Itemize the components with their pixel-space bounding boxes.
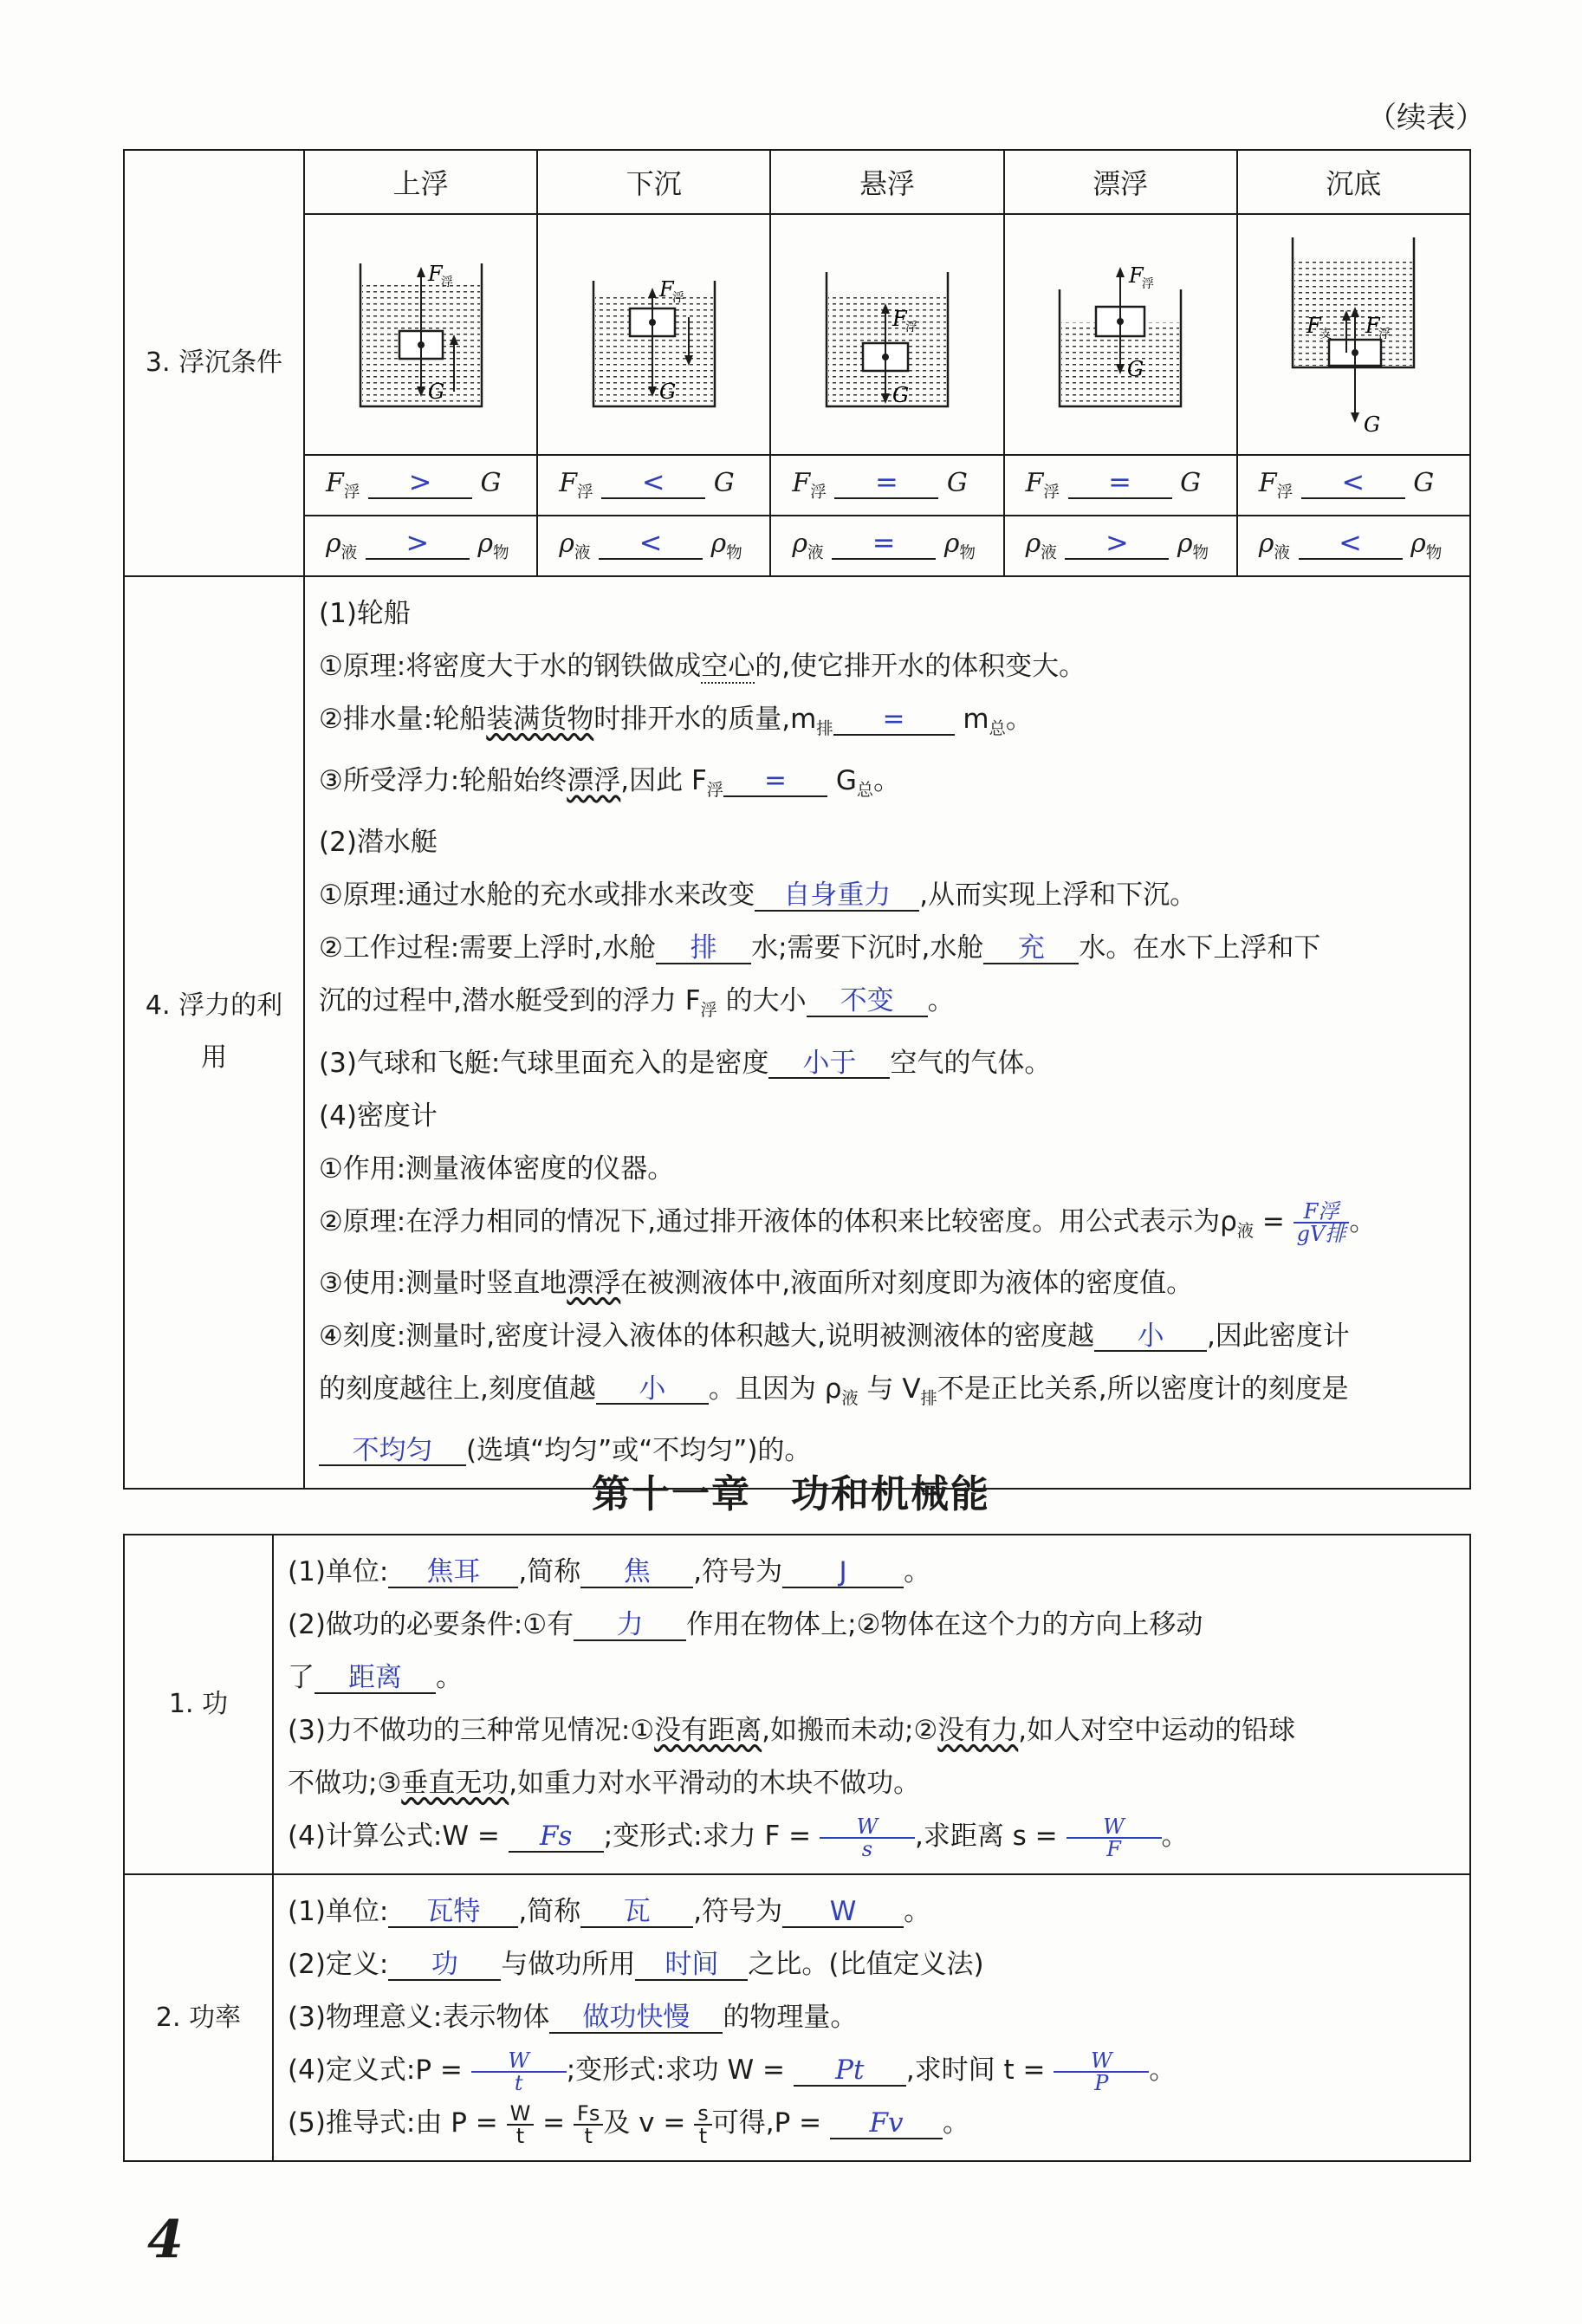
submarine-process-cont: 沉的过程中,潜水艇受到的浮力 $F_浮$ 的大小 不变 。 [319,985,955,1021]
application-content [304,576,1470,1489]
figure-suspend [770,214,1003,455]
answer-blank[interactable]: 小 [596,1375,709,1405]
row-label-work: 1. 功 [124,1535,273,1874]
figure-sink [537,214,770,455]
fig-label-buoyancy: F [891,307,907,331]
work-unit: (1)单位: 焦耳 ,简称 焦 ,符号为 J 。 [288,1556,931,1587]
answer-blank[interactable]: < [1299,529,1403,560]
answer-blank[interactable]: = [832,529,936,560]
fig-label-gravity: G [427,380,444,404]
density-compare-sink: $\rho_液 < \rho_物$ [537,516,770,576]
answer-blank[interactable]: 力 [574,1611,686,1641]
answer-blank[interactable]: < [1301,468,1405,499]
fig-label-gravity: G [658,380,676,404]
fig-label-buoyancy: F [1129,263,1144,288]
answer-blank[interactable]: 时间 [635,1951,748,1981]
beaker-sink-diagram [585,246,723,419]
answer-blank[interactable]: 做功快慢 [549,2003,723,2034]
header-bottom: 沉底 [1237,150,1470,214]
power-meaning: (3)物理意义:表示物体 做功快慢 的物理量。 [288,2002,858,2033]
submarine-process: ②工作过程:需要上浮时,水舱 排 水;需要下沉时,水舱 充 水。在水下上浮和下 [319,932,1321,964]
power-derivation: (5)推导式:由 P = $\frac{W}{t}$ = $\frac{Fs}{t}$ 及 v = $\frac{s}{t}$ 可得,P = Fv 。 [288,2100,969,2148]
fig-label-support-sub: 支 [1319,328,1332,341]
hydrometer-title: (4)密度计 [319,1100,438,1132]
chapter-title: 第十一章 功和机械能 [592,1472,990,1516]
power-definition: (2)定义: 功 与做功所用 时间 之比。(比值定义法) [288,1949,984,1980]
work-formula: (4)计算公式:W = Fs ;变形式:求力 F = $\frac{W}{s}$ ,求距离 s = $\frac{W}{F}$ 。 [288,1814,1189,1861]
force-compare-suspend: $F_浮 = G$ [770,455,1003,516]
power-unit: (1)单位: 瓦特 ,简称 瓦 ,符号为 W 。 [288,1896,931,1927]
beaker-rise-diagram [352,246,490,419]
fig-label-buoyancy: F [658,277,674,302]
answer-blank[interactable]: Fs [509,1822,604,1853]
power-content [273,1874,1470,2161]
continued-note: （续表） [1367,101,1485,135]
answer-blank[interactable]: 瓦特 [388,1898,518,1928]
answer-fraction[interactable]: $\frac{\text{F浮}}{\text{gV排}}$ [1293,1201,1350,1244]
ship-displacement: ②排水量:轮船装满货物时排开水的质量$,m_排 = m_总$。 [319,704,1033,739]
row-label-application: 4. 浮力的利用 [124,576,304,1489]
answer-blank[interactable]: = [834,468,938,499]
fig-label-buoyancy: F [1365,314,1381,338]
hydrometer-principle: ②原理:在浮力相同的情况下,通过排开液体的体积来比较密度。用公式表示为$\rho_液$ = $\frac{\text{F浮}}{\text{gV排}}$ 。 [319,1199,1377,1247]
ship-principle: ①原理:将密度大于水的钢铁做成空心的,使它排开水的体积变大。 [319,651,1086,682]
answer-blank[interactable]: 小 [1094,1322,1207,1353]
fig-label-support: F [1306,314,1322,338]
submarine-principle: ①原理:通过水舱的充水或排水来改变 自身重力 ,从而实现上浮和下沉。 [319,880,1197,912]
answer-blank[interactable]: W [782,1898,904,1928]
figure-floating [1004,214,1237,455]
fig-label-buoyancy-sub: 浮 [1378,328,1391,341]
ship-buoyancy: ③所受浮力:轮船始终漂浮,因此 $F_浮 = G_总$。 [319,765,901,801]
answer-fraction[interactable]: $\frac{W}{t}$ [471,2050,567,2094]
figure-rise [304,214,537,455]
answer-blank[interactable]: 焦 [580,1558,693,1588]
balloon-line: (3)气球和飞艇:气球里面充入的是密度 小于 空气的气体。 [319,1047,1052,1079]
beaker-bottom-diagram [1284,229,1423,437]
hydrometer-scale-cont: 的刻度越往上,刻度值越 小 。且因为 $\rho_液$ 与 $V_排$不是正比关系,所以密度计的刻度是 [319,1373,1349,1408]
density-compare-suspend: $\rho_液 = \rho_物$ [770,516,1003,576]
answer-blank[interactable]: = [833,705,955,736]
fig-label-buoyancy-sub: 浮 [671,291,684,305]
row-label-sink-float: 3. 浮沉条件 [124,150,304,576]
hydrometer-use: ①作用:测量液体密度的仪器。 [319,1152,675,1185]
density-compare-floating: $\rho_液 > \rho_物$ [1004,516,1237,576]
hydrometer-usage: ③使用:测量时竖直地漂浮在被测液体中,液面所对刻度即为液体的密度值。 [319,1267,1194,1299]
answer-blank[interactable]: 焦耳 [388,1558,518,1588]
work-none-cases: (3)力不做功的三种常见情况:①没有距离,如搬而未动;②没有力,如人对空中运动的铅球 [288,1715,1296,1746]
buoyancy-table [123,149,1471,1490]
header-rise: 上浮 [304,150,537,214]
power-formula: (4)定义式:P = $\frac{W}{t}$ ;变形式:求功 W = Pt ,求时间 t = $\frac{W}{P}$ 。 [288,2048,1177,2095]
fig-label-buoyancy-sub: 浮 [440,276,453,289]
answer-blank[interactable]: < [601,468,705,499]
force-compare-sink: $F_浮 < G$ [537,455,770,516]
beaker-floating-diagram [1051,246,1190,419]
page-number: 4 [147,2210,184,2270]
work-energy-table [123,1534,1471,2162]
density-compare-rise: $\rho_液 > \rho_物$ [304,516,537,576]
header-floating: 漂浮 [1004,150,1237,214]
answer-blank[interactable]: 排 [656,934,751,964]
answer-blank[interactable]: = [723,767,827,797]
answer-fraction[interactable]: $\frac{W}{F}$ [1067,1816,1162,1860]
work-condition: (2)做功的必要条件:①有 力 作用在物体上;②物体在这个力的方向上移动 [288,1609,1203,1640]
answer-blank[interactable]: 距离 [314,1664,436,1694]
fig-label-buoyancy-sub: 浮 [1142,277,1155,291]
answer-blank[interactable]: > [1065,529,1169,560]
beaker-suspend-diagram [818,246,956,419]
force-compare-bottom: $F_浮 < G$ [1237,455,1470,516]
answer-fraction[interactable]: $\frac{W}{P}$ [1054,2050,1149,2094]
answer-blank[interactable]: < [599,529,703,560]
force-compare-rise: $F_浮 > G$ [304,455,537,516]
header-suspend: 悬浮 [770,150,1003,214]
fig-label-buoyancy: F [427,262,443,286]
force-compare-floating: $F_浮 = G$ [1004,455,1237,516]
fig-label-gravity: G [1127,357,1144,381]
answer-blank[interactable]: Fv [830,2109,943,2139]
answer-blank[interactable]: 不变 [807,987,928,1017]
hydrometer-scale: ④刻度:测量时,密度计浸入液体的体积越大,说明被测液体的密度越 小 ,因此密度计 [319,1320,1350,1352]
answer-blank[interactable]: 瓦 [580,1898,693,1928]
fig-label-buoyancy-sub: 浮 [904,321,917,334]
submarine-title: (2)潜水艇 [319,827,438,859]
answer-blank[interactable]: 不均匀 [319,1437,466,1467]
work-condition-cont: 了 距离 。 [288,1662,463,1693]
header-sink: 下沉 [537,150,770,214]
answer-blank[interactable]: 小于 [768,1049,890,1080]
answer-blank[interactable]: 自身重力 [755,881,919,912]
work-none-cases-cont: 不做功;③垂直无功,如重力对水平滑动的木块不做功。 [288,1768,921,1799]
density-compare-bottom: $\rho_液 < \rho_物$ [1237,516,1470,576]
ship-title: (1)轮船 [319,598,411,629]
answer-blank[interactable]: = [1068,468,1172,499]
answer-blank[interactable]: 充 [983,934,1079,964]
hydrometer-scale-end: 不均匀 (选填“均匀”或“不均匀”)的。 [319,1425,1457,1477]
answer-blank[interactable]: 功 [388,1951,501,1981]
answer-blank[interactable]: > [368,468,472,499]
row-label-power: 2. 功率 [124,1874,273,2161]
answer-blank[interactable]: J [782,1558,904,1588]
work-content [273,1535,1470,1874]
figure-bottom [1237,214,1470,455]
fig-label-gravity: G [891,383,910,407]
answer-blank[interactable]: Pt [794,2056,906,2087]
fig-label-gravity: G [1364,412,1381,437]
answer-fraction[interactable]: $\frac{W}{s}$ [820,1816,915,1860]
answer-blank[interactable]: > [366,529,470,560]
